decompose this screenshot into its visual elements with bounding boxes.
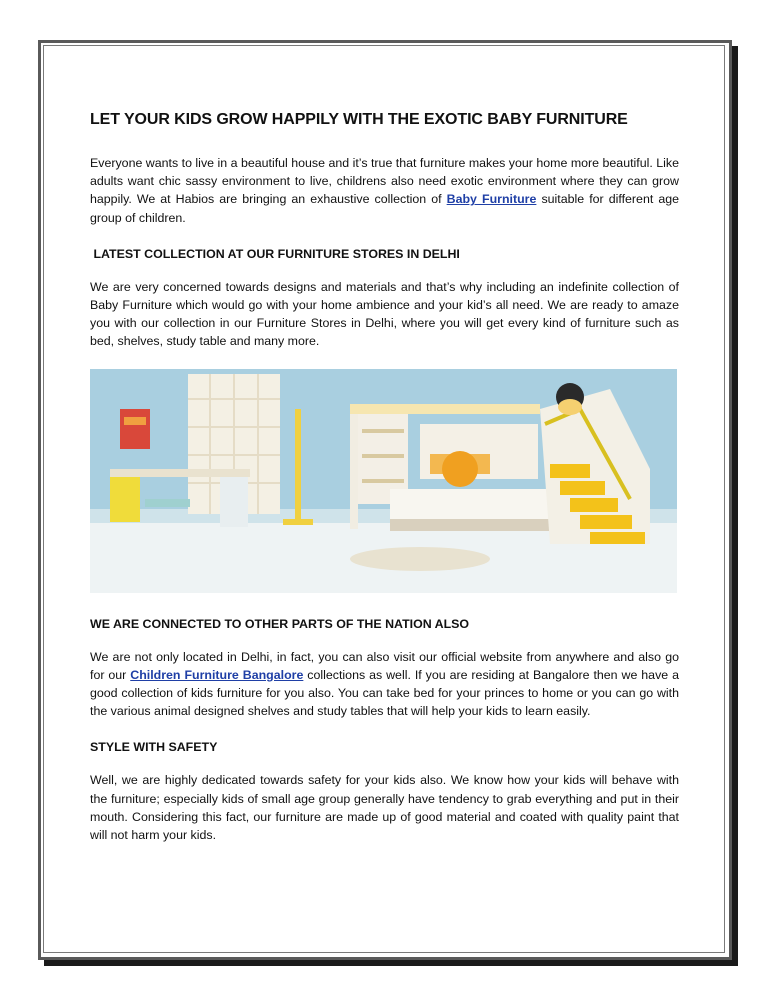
kids-bedroom-photo (90, 369, 677, 593)
intro-paragraph (90, 154, 679, 227)
section-heading-safety: STYLE WITH SAFETY (90, 740, 218, 755)
section-paragraph-nationwide (90, 648, 679, 721)
section-paragraph-safety: Well, we are highly dedicated towards safety for your kids also. We know how your kids will behave with the furniture; especially kids of small age group generally have tendency to grab everything and put in their mouth. Considering this fact, our furniture are made up of good material and coated with quality paint that will not harm your kids. (90, 773, 679, 843)
nationwide-text-end: collections as well. If you are residing at Bangalore then we have a good collection of kids furniture for you also. You can take bed for your princes to home or you can go with the various animal designed shelves and study tables that will help your kids to learn easily. (90, 667, 679, 719)
nationwide-text-start: We are not only located in Delhi, in fact, you can also visit our official website from anywhere and also go for our (90, 649, 679, 682)
baby-furniture-link[interactable]: Baby Furniture (446, 192, 537, 207)
section-heading-latest-collection: LATEST COLLECTION AT OUR FURNITURE STORES IN DELHI (90, 246, 460, 261)
intro-text-start: Everyone wants to live in a beautiful house and it’s true that furniture makes your home more beautiful. Like adults want chic sassy environment to live, childrens also need exotic environment where they can grow happily. We at Habios are bringing an exhaustive collection of (90, 156, 679, 207)
intro-text-end: suitable for different age group of children. (90, 192, 680, 225)
section-heading-nationwide: WE ARE CONNECTED TO OTHER PARTS OF THE NATION ALSO (90, 616, 470, 631)
section-paragraph-latest-collection: We are very concerned towards designs and materials and that’s why including an indefinite collection of Baby Furniture which would go with your home ambience and your kid’s all need. We are ready to amaze you with our collection in our Furniture Stores in Delhi, where you will get every kind of furniture such as bed, shelves, study table and many more. (90, 279, 679, 349)
children-furniture-bangalore-link[interactable]: Children Furniture Bangalore (130, 667, 304, 682)
page-title: LET YOUR KIDS GROW HAPPILY WITH THE EXOTIC BABY FURNITURE (90, 111, 628, 128)
document-body (90, 110, 679, 862)
